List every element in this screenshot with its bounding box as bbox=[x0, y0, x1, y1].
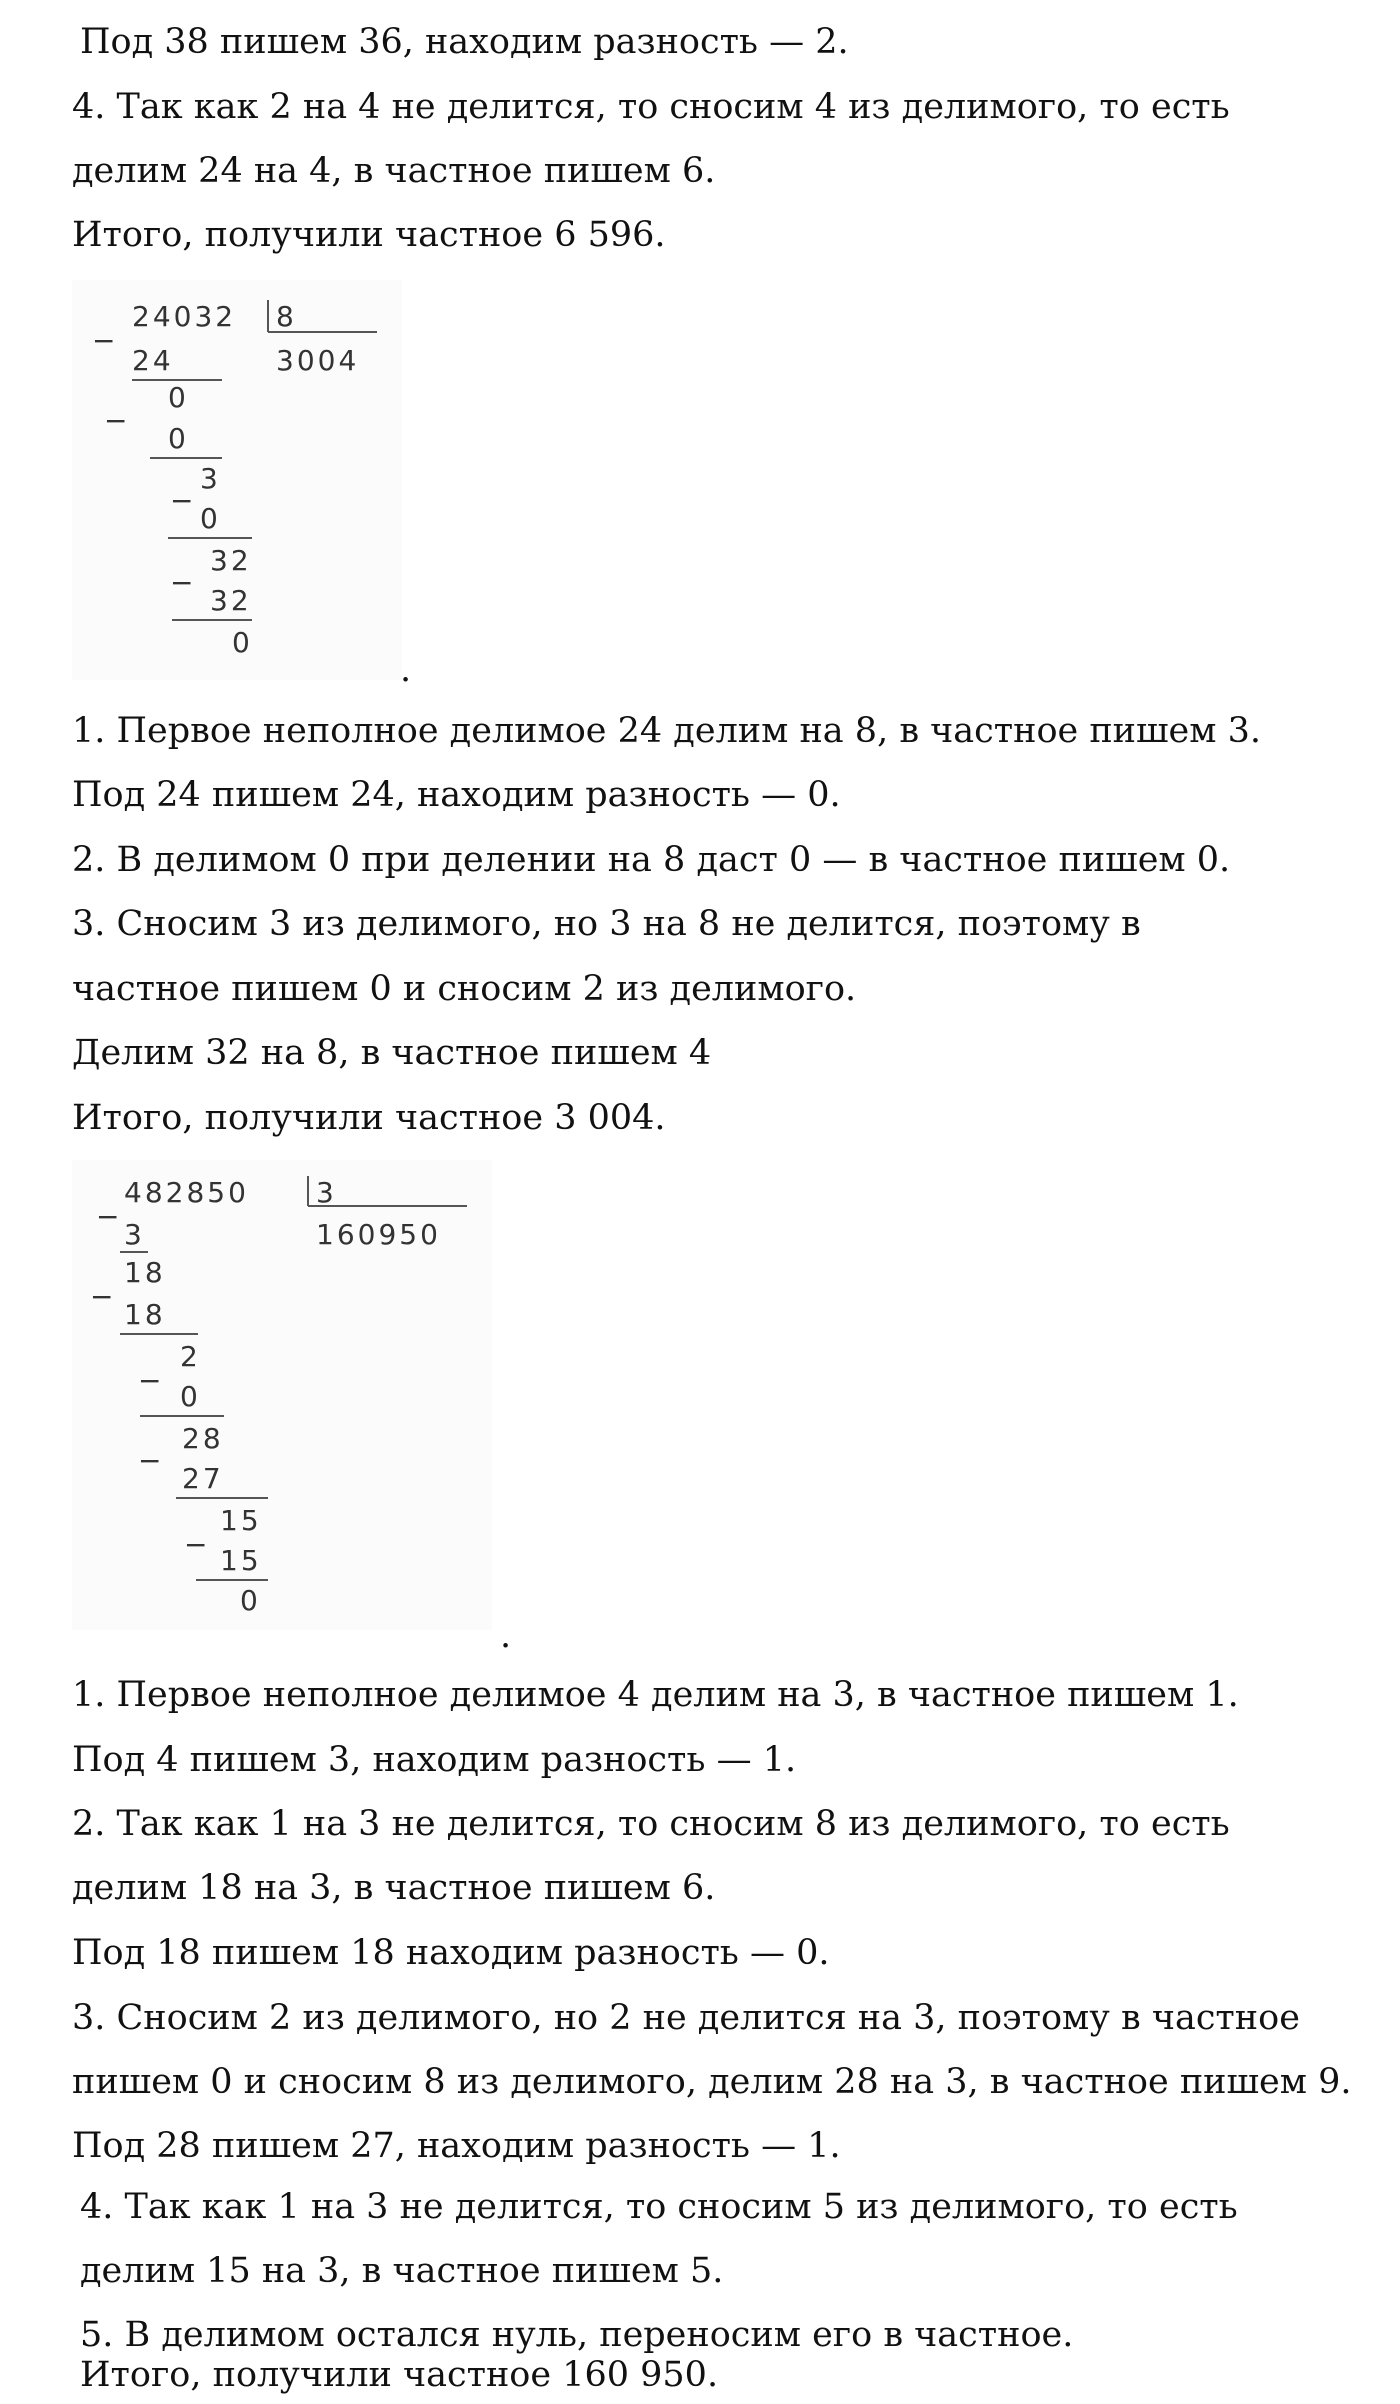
explanation2-line-11: 5. В делимом остался нуль, переносим его в частное. bbox=[80, 2315, 1074, 2355]
divisor-text: 3 bbox=[316, 1176, 337, 1209]
minus-sign: − bbox=[170, 566, 197, 599]
intro-line-4: Итого, получили частное 6 596. bbox=[72, 215, 666, 255]
minus-sign: − bbox=[138, 1364, 165, 1397]
minus-sign: − bbox=[184, 1528, 211, 1561]
step-value: 18 bbox=[124, 1298, 166, 1331]
minus-sign: − bbox=[170, 484, 197, 517]
step-value: 15 bbox=[220, 1504, 262, 1537]
divisor-text: 8 bbox=[276, 300, 297, 333]
step-value: 0 bbox=[200, 502, 221, 535]
explanation1-line-7: Итого, получили частное 3 004. bbox=[72, 1098, 666, 1138]
explanation1-line-4: 3. Сносим 3 из делимого, но 3 на 8 не делится, поэтому в bbox=[72, 904, 1141, 944]
quotient-text: 3004 bbox=[276, 344, 360, 377]
explanation2-line-5: Под 18 пишем 18 находим разность — 0. bbox=[72, 1933, 830, 1973]
step-value: 0 bbox=[232, 626, 253, 659]
step-value: 27 bbox=[182, 1462, 224, 1495]
explanation2-line-2: Под 4 пишем 3, находим разность — 1. bbox=[72, 1740, 797, 1780]
explanation2-line-7: пишем 0 и сносим 8 из делимого, делим 28 на 3, в частное пишем 9. bbox=[72, 2062, 1352, 2102]
step-value: 3 bbox=[200, 462, 221, 495]
minus-sign: − bbox=[92, 324, 119, 357]
explanation1-line-6: Делим 32 на 8, в частное пишем 4 bbox=[72, 1033, 712, 1073]
minus-sign: − bbox=[90, 1280, 117, 1313]
minus-sign: − bbox=[104, 404, 131, 437]
step-value: 2 bbox=[180, 1340, 201, 1373]
long-division-figure-2 bbox=[72, 1160, 492, 1630]
explanation1-line-1: 1. Первое неполное делимое 24 делим на 8, в частное пишем 3. bbox=[72, 711, 1262, 751]
minus-sign: − bbox=[96, 1200, 123, 1233]
step-value: 3 bbox=[124, 1218, 145, 1251]
explanation2-line-9: 4. Так как 1 на 3 не делится, то сносим 5 из делимого, то есть bbox=[80, 2187, 1238, 2227]
intro-line-2: 4. Так как 2 на 4 не делится, то сносим 4 из делимого, то есть bbox=[72, 87, 1230, 127]
step-value: 28 bbox=[182, 1422, 224, 1455]
minus-sign: − bbox=[138, 1444, 165, 1477]
step-value: 32 bbox=[210, 544, 252, 577]
explanation2-line-12: Итого, получили частное 160 950. bbox=[80, 2355, 719, 2395]
explanation2-line-3: 2. Так как 1 на 3 не делится, то сносим 8 из делимого, то есть bbox=[72, 1804, 1230, 1844]
explanation1-line-5: частное пишем 0 и сносим 2 из делимого. bbox=[72, 969, 857, 1009]
dividend-text: 482850 bbox=[124, 1176, 249, 1209]
dividend-text: 24032 bbox=[132, 300, 237, 333]
step-value: 0 bbox=[240, 1584, 261, 1617]
long-division-figure-1 bbox=[72, 280, 402, 680]
step-value: 0 bbox=[180, 1380, 201, 1413]
figure-period: . bbox=[500, 1616, 512, 1656]
step-value: 0 bbox=[168, 422, 189, 455]
explanation2-line-10: делим 15 на 3, в частное пишем 5. bbox=[80, 2251, 724, 2291]
explanation2-line-4: делим 18 на 3, в частное пишем 6. bbox=[72, 1868, 716, 1908]
figure-period: . bbox=[400, 650, 412, 690]
quotient-text: 160950 bbox=[316, 1218, 441, 1251]
step-value: 32 bbox=[210, 584, 252, 617]
explanation1-line-2: Под 24 пишем 24, находим разность — 0. bbox=[72, 775, 841, 815]
intro-line-3: делим 24 на 4, в частное пишем 6. bbox=[72, 151, 716, 191]
explanation1-line-3: 2. В делимом 0 при делении на 8 даст 0 — в частное пишем 0. bbox=[72, 840, 1231, 880]
intro-line-1: Под 38 пишем 36, находим разность — 2. bbox=[80, 22, 849, 62]
explanation2-line-8: Под 28 пишем 27, находим разность — 1. bbox=[72, 2126, 841, 2166]
step-value: 18 bbox=[124, 1256, 166, 1289]
explanation2-line-1: 1. Первое неполное делимое 4 делим на 3, в частное пишем 1. bbox=[72, 1675, 1239, 1715]
step-value: 15 bbox=[220, 1544, 262, 1577]
explanation2-line-6: 3. Сносим 2 из делимого, но 2 не делится на 3, поэтому в частное bbox=[72, 1998, 1300, 2038]
step-value: 0 bbox=[168, 381, 189, 414]
step-value: 24 bbox=[132, 344, 174, 377]
